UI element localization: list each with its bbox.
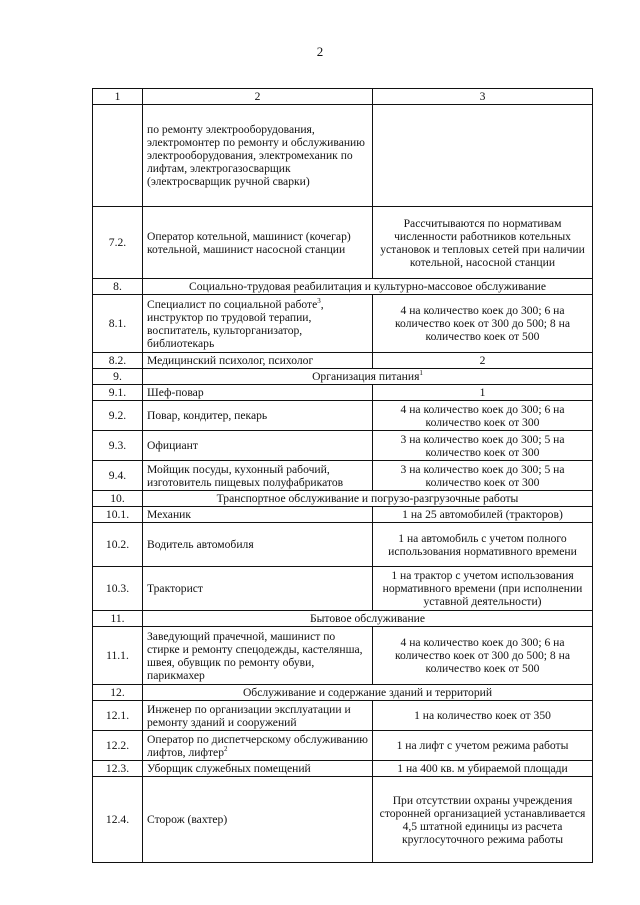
row-number: 10.3. xyxy=(93,567,143,611)
table-row xyxy=(93,567,593,611)
table-row xyxy=(93,761,593,777)
position-cell: Мойщик посуды, кухонный рабочий, изготовитель пищевых полуфабрикатов xyxy=(143,461,373,491)
table-row xyxy=(93,777,593,863)
position-cell: Повар, кондитер, пекарь xyxy=(143,401,373,431)
row-number: 7.2. xyxy=(93,207,143,279)
page-number: 2 xyxy=(316,44,324,59)
section-number: 12. xyxy=(93,685,143,701)
position-cell: Официант xyxy=(143,431,373,461)
table-row xyxy=(93,523,593,567)
norm-cell: 4 на количество коек до 300; 6 на количество коек от 300 xyxy=(373,401,593,431)
row-number: 12.4. xyxy=(93,777,143,863)
position-cell: Медицинский психолог, психолог xyxy=(143,353,373,369)
norm-cell: 1 на лифт с учетом режима работы xyxy=(373,731,593,761)
norm-cell: 2 xyxy=(373,353,593,369)
section-row xyxy=(93,685,593,701)
section-number: 11. xyxy=(93,611,143,627)
row-number xyxy=(93,105,143,207)
section-number: 10. xyxy=(93,491,143,507)
header-col-3: 3 xyxy=(373,89,593,105)
footnote-mark: 2 xyxy=(224,744,228,753)
row-number: 9.3. xyxy=(93,431,143,461)
position-cell: по ремонту электрооборудования, электромонтер по ремонту и обслуживанию электрооборудования, электромеханик по лифтам, электрогазосварщик (электросварщик ручной сварки) xyxy=(143,105,373,207)
section-title: Социально-трудовая реабилитация и культурно-массовое обслуживание xyxy=(143,279,593,295)
table-row xyxy=(93,295,593,353)
position-cell: Инженер по организации эксплуатации и ремонту зданий и сооружений xyxy=(143,701,373,731)
norm-cell: 1 xyxy=(373,385,593,401)
row-number: 10.2. xyxy=(93,523,143,567)
table-row xyxy=(93,507,593,523)
position-cell: Шеф-повар xyxy=(143,385,373,401)
norm-cell: 1 на 25 автомобилей (тракторов) xyxy=(373,507,593,523)
table-row xyxy=(93,461,593,491)
row-number: 10.1. xyxy=(93,507,143,523)
footnote-mark: 1 xyxy=(419,369,423,378)
position-cell xyxy=(143,731,373,761)
staffing-table xyxy=(92,88,593,863)
row-number: 9.1. xyxy=(93,385,143,401)
position-cell: Тракторист xyxy=(143,567,373,611)
section-title xyxy=(143,369,593,385)
row-number: 12.3. xyxy=(93,761,143,777)
norm-cell: 1 на трактор с учетом использования нормативного времени (при исполнении уставной деятельности) xyxy=(373,567,593,611)
norm-cell: 3 на количество коек до 300; 5 на количество коек от 300 xyxy=(373,461,593,491)
table-row xyxy=(93,105,593,207)
table-row xyxy=(93,385,593,401)
section-title: Транспортное обслуживание и погрузо-разгрузочные работы xyxy=(143,491,593,507)
norm-cell xyxy=(373,105,593,207)
table-row xyxy=(93,701,593,731)
position-text: Специалист по социальной работе xyxy=(147,297,318,311)
section-row xyxy=(93,369,593,385)
table-header-row xyxy=(93,89,593,105)
section-row xyxy=(93,611,593,627)
table-row xyxy=(93,731,593,761)
position-cell: Заведующий прачечной, машинист по стирке и ремонту спецодежды, кастелянша, швея, обувщик по ремонту обуви, парикмахер xyxy=(143,627,373,685)
table-row xyxy=(93,207,593,279)
section-title: Бытовое обслуживание xyxy=(143,611,593,627)
norm-cell: 1 на количество коек от 350 xyxy=(373,701,593,731)
section-row xyxy=(93,279,593,295)
position-cell xyxy=(143,295,373,353)
norm-cell: Рассчитываются по нормативам численности работников котельных установок и тепловых сетей при наличии котельной, насосной станции xyxy=(373,207,593,279)
row-number: 12.1. xyxy=(93,701,143,731)
row-number: 9.4. xyxy=(93,461,143,491)
norm-cell: 1 на автомобиль с учетом полного использования нормативного времени xyxy=(373,523,593,567)
position-cell: Оператор котельной, машинист (кочегар) котельной, машинист насосной станции xyxy=(143,207,373,279)
header-col-2: 2 xyxy=(143,89,373,105)
norm-cell: 3 на количество коек до 300; 5 на количество коек от 300 xyxy=(373,431,593,461)
row-number: 9.2. xyxy=(93,401,143,431)
position-cell: Водитель автомобиля xyxy=(143,523,373,567)
table-row xyxy=(93,431,593,461)
norm-cell: При отсутствии охраны учреждения сторонней организацией устанавливается 4,5 штатной единицы из расчета круглосуточного режима работы xyxy=(373,777,593,863)
position-text: Оператор по диспетчерскому обслуживанию лифтов, лифтер xyxy=(147,732,368,759)
table-row xyxy=(93,353,593,369)
footnote-mark: 3 xyxy=(317,296,321,305)
table-row xyxy=(93,627,593,685)
section-title: Обслуживание и содержание зданий и территорий xyxy=(143,685,593,701)
row-number: 8.1. xyxy=(93,295,143,353)
row-number: 8.2. xyxy=(93,353,143,369)
norm-cell: 1 на 400 кв. м убираемой площади xyxy=(373,761,593,777)
table-row xyxy=(93,401,593,431)
norm-cell: 4 на количество коек до 300; 6 на количество коек от 300 до 500; 8 на количество коек от 500 xyxy=(373,627,593,685)
header-col-1: 1 xyxy=(93,89,143,105)
norm-cell: 4 на количество коек до 300; 6 на количество коек от 300 до 500; 8 на количество коек от 500 xyxy=(373,295,593,353)
position-text-rest: , инструктор по трудовой терапии, воспитатель, культорганизатор, библиотекарь xyxy=(147,297,324,350)
position-cell: Уборщик служебных помещений xyxy=(143,761,373,777)
row-number: 12.2. xyxy=(93,731,143,761)
position-cell: Механик xyxy=(143,507,373,523)
section-number: 8. xyxy=(93,279,143,295)
section-number: 9. xyxy=(93,369,143,385)
section-title-text: Организация питания xyxy=(312,370,420,383)
position-cell: Сторож (вахтер) xyxy=(143,777,373,863)
row-number: 11.1. xyxy=(93,627,143,685)
section-row xyxy=(93,491,593,507)
